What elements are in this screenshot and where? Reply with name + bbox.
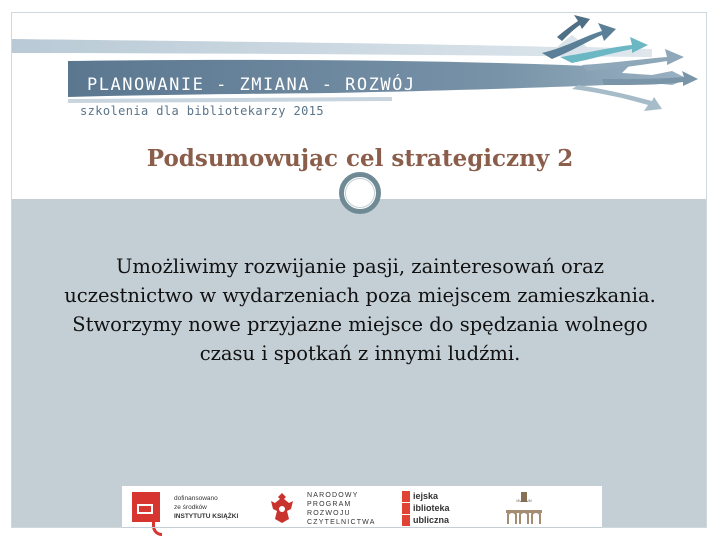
museum-caption: MUZEUM bbox=[516, 499, 532, 503]
logo-text-line: NARODOWY bbox=[307, 492, 359, 499]
logo-bar-icon bbox=[402, 503, 410, 514]
banner-title: PLANOWANIE - ZMIANA - ROZWÓJ bbox=[87, 75, 416, 95]
museum-logo-icon bbox=[500, 490, 548, 526]
body-line: uczestnictwo w wydarzeniach poza miejscem zamieszkania. bbox=[64, 284, 656, 307]
instytut-ksiazki-text bbox=[174, 494, 238, 521]
logo-bar-icon bbox=[402, 515, 410, 526]
logo-text-line: dofinansowano bbox=[174, 495, 218, 502]
slide-body bbox=[30, 252, 690, 368]
logo-tail-icon bbox=[152, 522, 162, 536]
ring-inner-line bbox=[345, 178, 375, 208]
book-mark-icon bbox=[137, 504, 153, 514]
body-line: Stworzymy nowe przyjazne miejsce do spędzania wolnego bbox=[72, 313, 648, 336]
banner-subtitle: szkolenia dla bibliotekarzy 2015 bbox=[80, 104, 324, 118]
logo-text-line: PROGRAM bbox=[307, 501, 352, 508]
sponsor-logos bbox=[122, 486, 602, 528]
logo-text-line: INSTYTUTU KSIĄŻKI bbox=[174, 513, 239, 520]
logo-text-line: ze środków bbox=[174, 504, 207, 511]
logo-bar-icon bbox=[402, 491, 410, 502]
nprc-text bbox=[307, 491, 376, 527]
logo-text-line: ROZWOJU bbox=[307, 510, 351, 517]
banner-underline bbox=[68, 97, 392, 103]
nprc-eagle-logo-icon bbox=[267, 491, 297, 525]
arrow-icon bbox=[572, 85, 662, 111]
instytut-ksiazki-logo-icon bbox=[132, 492, 160, 522]
slide-title: Podsumowując cel strategiczny 2 bbox=[146, 145, 574, 172]
logo-text-line: CZYTELNICTWA bbox=[307, 519, 376, 526]
mbp-logo bbox=[402, 490, 462, 526]
logo-text-line: iblioteka bbox=[413, 503, 450, 513]
body-line: czasu i spotkań z innymi ludźmi. bbox=[199, 342, 521, 365]
logo-text-line: ubliczna bbox=[413, 515, 450, 525]
body-line: Umożliwimy rozwijanie pasji, zainteresowań oraz bbox=[115, 255, 605, 278]
logo-strip-edge bbox=[122, 527, 602, 528]
logo-text-line: iejska bbox=[413, 491, 439, 501]
